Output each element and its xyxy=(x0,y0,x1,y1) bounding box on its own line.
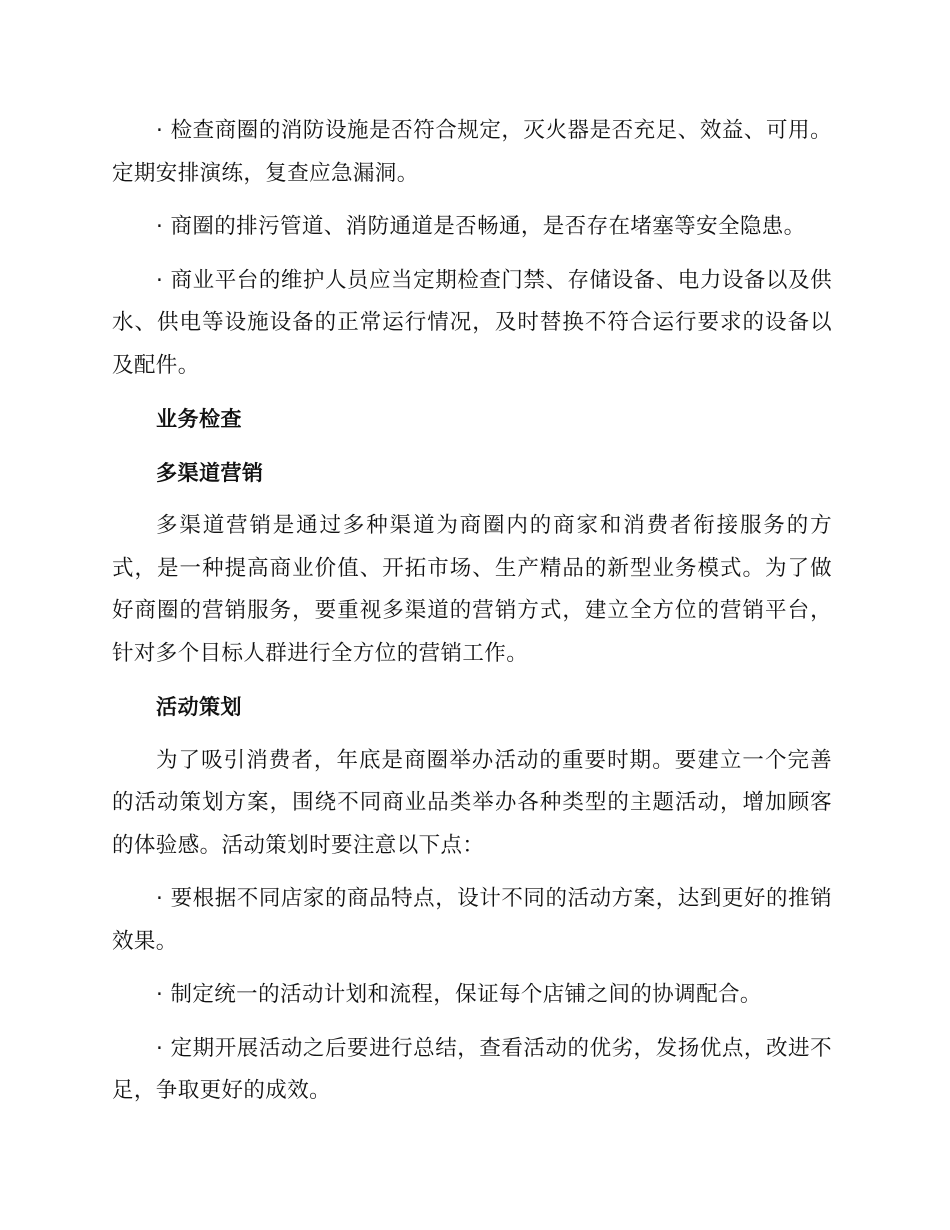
paragraph-event-planning: 为了吸引消费者，年底是商圈举办活动的重要时期。要建立一个完善的活动策划方案，围绕不同商业品类举办各种类型的主题活动，增加顾客的体验感。活动策划时要注意以下点： xyxy=(112,747,832,858)
heading-event-planning: 活动策划 xyxy=(156,695,242,719)
document-body xyxy=(112,110,832,1113)
paragraph-multichannel-marketing: 多渠道营销是通过多种渠道为商圈内的商家和消费者衔接服务的方式，是一种提高商业价值、开拓市场、生产精品的新型业务模式。为了做好商圈的营销服务，要重视多渠道的营销方式，建立全方位的营销平台，针对多个目标人群进行全方位的营销工作。 xyxy=(112,513,832,666)
heading-multichannel-marketing: 多渠道营销 xyxy=(156,460,264,485)
bullet-fire-facilities: · 检查商圈的消防设施是否符合规定，灭火器是否充足、效益、可用。定期安排演练，复查应急漏洞。 xyxy=(112,118,832,186)
heading-business-inspection: 业务检查 xyxy=(156,407,242,431)
bullet-store-specific-plans: · 要根据不同店家的商品特点，设计不同的活动方案，达到更好的推销效果。 xyxy=(112,886,832,954)
bullet-review-summary: · 定期开展活动之后要进行总结，查看活动的优劣，发扬优点，改进不足，争取更好的成效。 xyxy=(112,1035,832,1103)
bullet-drainage-fire-lanes: · 商圈的排污管道、消防通道是否畅通，是否存在堵塞等安全隐患。 xyxy=(156,214,806,239)
bullet-unified-plan: · 制定统一的活动计划和流程，保证每个店铺之间的协调配合。 xyxy=(156,982,762,1007)
bullet-equipment-maintenance: · 商业平台的维护人员应当定期检查门禁、存储设备、电力设备以及供水、供电等设施设备的正常运行情况，及时替换不符合运行要求的设备以及配件。 xyxy=(112,267,832,378)
